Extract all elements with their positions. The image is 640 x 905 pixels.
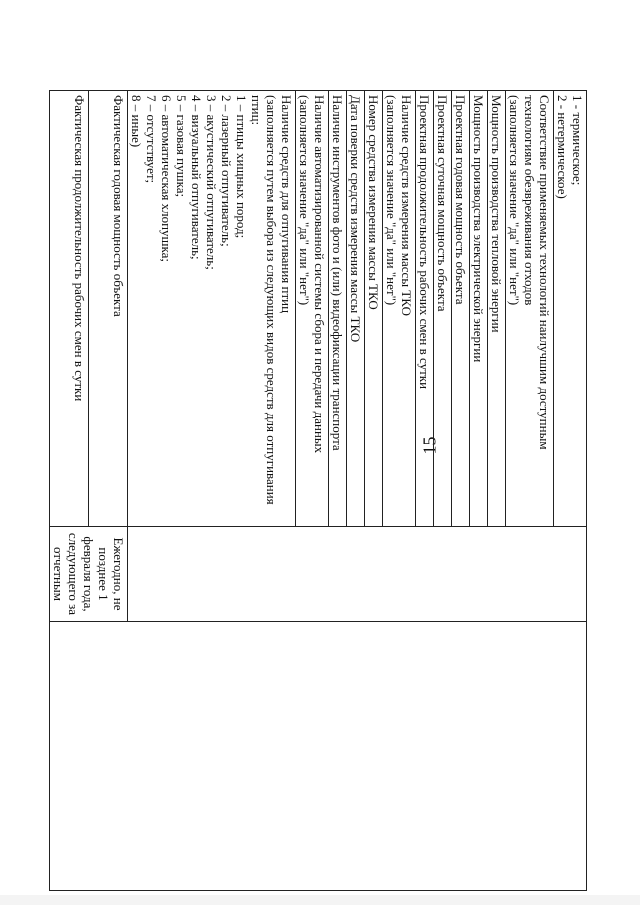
cell-text: Проектная суточная мощность объекта xyxy=(435,95,450,312)
cell-text: 2 – лазерный отпугиватель; xyxy=(219,95,234,247)
indicator-cell xyxy=(506,91,554,527)
cell-text: 3 – акустический отпугиватель; xyxy=(204,95,219,270)
cell-text: 4 – визуальный отпугиватель; xyxy=(189,95,204,260)
cell-text: 1 - термическое; xyxy=(570,95,585,186)
cell-text: Наличие автоматизированной системы сбора и передачи данных xyxy=(312,95,327,454)
cell-text: Наличие средств для отпугивания птиц xyxy=(279,95,294,314)
page-number: 15 xyxy=(419,436,440,455)
cell-text: Соответствие применяемых технологий наилучшим доступным технологиям обезвреживания отходов xyxy=(522,95,552,450)
cell-text: (заполняется значение "да" или "нет") xyxy=(297,95,312,306)
indicator-cell xyxy=(383,91,416,527)
cell-text: Фактическая годовая мощность объекта xyxy=(111,95,126,317)
indicator-cell xyxy=(89,91,128,527)
deadline-cell-empty xyxy=(128,527,587,622)
cell-text: Мощность производства тепловой энергии xyxy=(489,95,504,333)
indicator-cell xyxy=(434,91,452,527)
cell-text: Мощность производства электрической энергии xyxy=(471,95,486,363)
indicator-cell xyxy=(329,91,347,527)
notes-cell-empty xyxy=(50,622,587,891)
deadline-cell: Ежегодно, не позднее 1 февраля года, следующего за отчетным xyxy=(50,527,128,622)
indicator-cell xyxy=(365,91,383,527)
cell-text: Номер средства измерения массы ТКО xyxy=(366,95,381,310)
cell-text: 5 – газовая пушка; xyxy=(174,95,189,198)
indicators-table xyxy=(49,90,587,891)
indicator-cell xyxy=(347,91,365,527)
indicator-cell xyxy=(488,91,506,527)
indicator-cell xyxy=(470,91,488,527)
cell-text: 2 - нетермическое) xyxy=(555,95,570,199)
indicator-cell xyxy=(554,91,587,527)
cell-text: Фактическая продолжительность рабочих смен в сутки xyxy=(72,95,87,402)
table-row xyxy=(554,91,587,891)
indicator-cell xyxy=(50,91,89,527)
cell-text: 8 – иные) xyxy=(129,95,144,148)
rotated-table-wrapper xyxy=(51,90,587,890)
cell-text: (заполняется путем выбора из следующих видов средств для отпугивания птиц: xyxy=(249,95,279,505)
cell-text: Наличие средств измерения массы ТКО xyxy=(399,95,414,316)
cell-text: Наличие инструментов фото и (или) видеофиксации транспорта xyxy=(330,95,345,451)
indicator-cell xyxy=(296,91,329,527)
cell-text: Дата поверки средств измерения массы ТКО xyxy=(348,95,363,343)
cell-text: (заполняется значение "да" или "нет") xyxy=(384,95,399,306)
cell-text: Проектная годовая мощность объекта xyxy=(453,95,468,305)
indicator-cell xyxy=(128,91,296,527)
indicator-cell xyxy=(452,91,470,527)
indicator-cell xyxy=(416,91,434,527)
cell-text: 6 – автоматическая хлопушка; xyxy=(159,95,174,263)
scan-bottom-edge xyxy=(0,895,640,905)
cell-text: 1 – птицы хищных пород; xyxy=(234,95,249,239)
cell-text: 7 – отсутствует; xyxy=(144,95,159,184)
cell-text: (заполняется значение "да" или "нет") xyxy=(507,95,522,306)
cell-text: Проектная продолжительность рабочих смен в сутки xyxy=(417,95,432,390)
